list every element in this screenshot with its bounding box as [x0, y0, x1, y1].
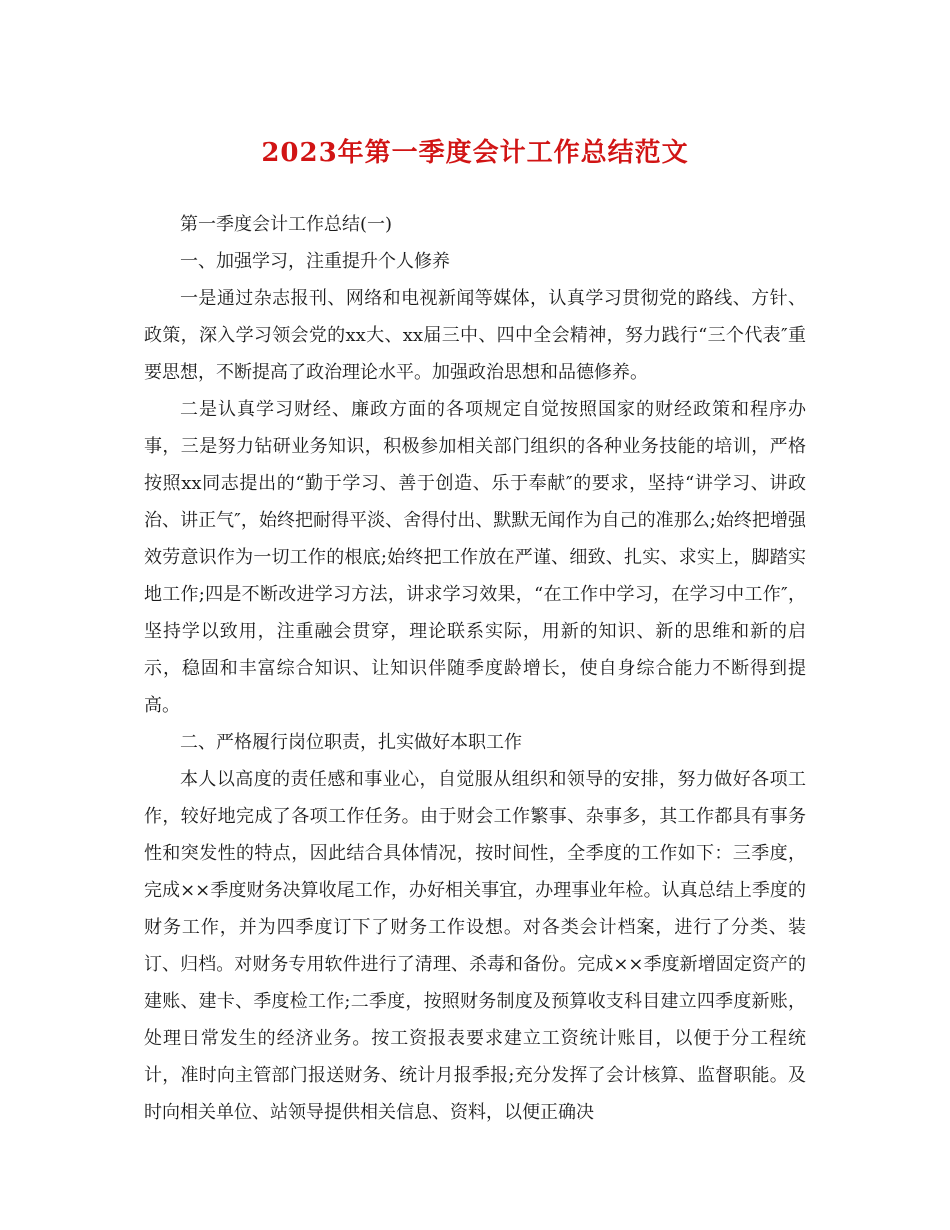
body-paragraph: 本人以高度的责任感和事业心，自觉服从组织和领导的安排，努力做好各项工作，较好地完成了各项工作任务。由于财会工作繁事、杂事多，其工作都具有事务性和突发性的特点，因此结合具体情况，按时间性，全季度的工作如下：三季度，完成××季度财务决算收尾工作，办好相关事宜，办理事业年检。认真总结上季度的财务工作，并为四季度订下了财务工作设想。对各类会计档案，进行了分类、装订、归档。对财务专用软件进行了清理、杀毒和备份。完成××季度新增固定资产的建账、建卡、季度检工作;二季度，按照财务制度及预算收支科目建立四季度新账，处理日常发生的经济业务。按工资报表要求建立工资统计账目，以便于分工程统计，准时向主管部门报送财务、统计月报季报;充分发挥了会计核算、监督职能。及时向相关单位、站领导提供相关信息、资料，以便正确决 — [144, 769, 806, 1123]
section-heading: 第一季度会计工作总结(一) — [180, 214, 393, 235]
subsection-heading: 二、严格履行岗位职责，扎实做好本职工作 — [180, 732, 522, 753]
body-paragraph: 一是通过杂志报刊、网络和电视新闻等媒体，认真学习贯彻党的路线、方针、政策，深入学习领会党的xx大、xx届三中、四中全会精神，努力践行“三个代表″重要思想，不断提高了政治理论水平。加强政治思想和品德修养。 — [144, 288, 806, 383]
subsection-heading: 一、加强学习，注重提升个人修养 — [180, 251, 450, 272]
body-paragraph: 二是认真学习财经、廉政方面的各项规定自觉按照国家的财经政策和程序办事，三是努力钻研业务知识，积极参加相关部门组织的各种业务技能的培训，严格按照xx同志提出的“勤于学习、善于创造、乐于奉献″的要求，坚持“讲学习、讲政治、讲正气″，始终把耐得平淡、舍得付出、默默无闻作为自己的准那么;始终把增强效劳意识作为一切工作的根底;始终把工作放在严谨、细致、扎实、求实上，脚踏实地工作;四是不断改进学习方法，讲求学习效果，“在工作中学习，在学习中工作″，坚持学以致用，注重融会贯穿，理论联系实际，用新的知识、新的思维和新的启示，稳固和丰富综合知识、让知识伴随季度龄增长，使自身综合能力不断得到提高。 — [144, 399, 806, 716]
document-body — [144, 206, 806, 1131]
document-title: 2023年第一季度会计工作总结范文 — [261, 138, 689, 168]
